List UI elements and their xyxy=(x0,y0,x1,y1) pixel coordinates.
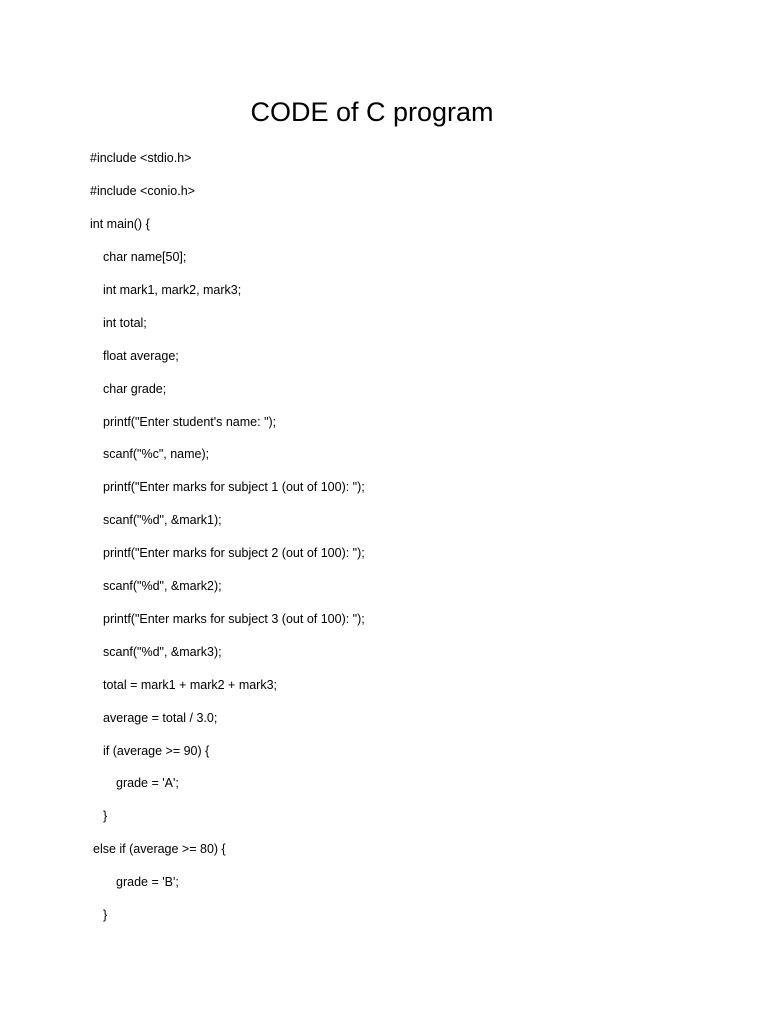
code-line: float average; xyxy=(103,349,179,363)
code-line: scanf("%c", name); xyxy=(103,447,210,461)
code-line: printf("Enter student's name: "); xyxy=(103,415,277,429)
code-line: average = total / 3.0; xyxy=(103,711,218,725)
code-line: printf("Enter marks for subject 1 (out of 100): "); xyxy=(103,480,365,494)
code-line: if (average >= 90) { xyxy=(103,744,210,758)
code-line: grade = 'A'; xyxy=(116,776,179,790)
code-line: } xyxy=(103,908,108,922)
code-line: int mark1, mark2, mark3; xyxy=(103,283,242,297)
code-line: } xyxy=(103,809,108,823)
code-line: int main() { xyxy=(90,217,150,231)
code-line: grade = 'B'; xyxy=(116,875,179,889)
code-line: printf("Enter marks for subject 2 (out of 100): "); xyxy=(103,546,365,560)
code-line: scanf("%d", &mark1); xyxy=(103,513,222,527)
code-line: scanf("%d", &mark2); xyxy=(103,579,222,593)
code-line: #include <conio.h> xyxy=(90,184,195,198)
code-line: int total; xyxy=(103,316,147,330)
code-line: else if (average >= 80) { xyxy=(93,842,226,856)
code-line: char grade; xyxy=(103,382,167,396)
code-line: char name[50]; xyxy=(103,250,187,264)
code-line: printf("Enter marks for subject 3 (out of 100): "); xyxy=(103,612,365,626)
code-line: total = mark1 + mark2 + mark3; xyxy=(103,678,278,692)
code-line: scanf("%d", &mark3); xyxy=(103,645,222,659)
code-line: #include <stdio.h> xyxy=(90,151,192,165)
document-title: CODE of C program xyxy=(250,97,494,127)
